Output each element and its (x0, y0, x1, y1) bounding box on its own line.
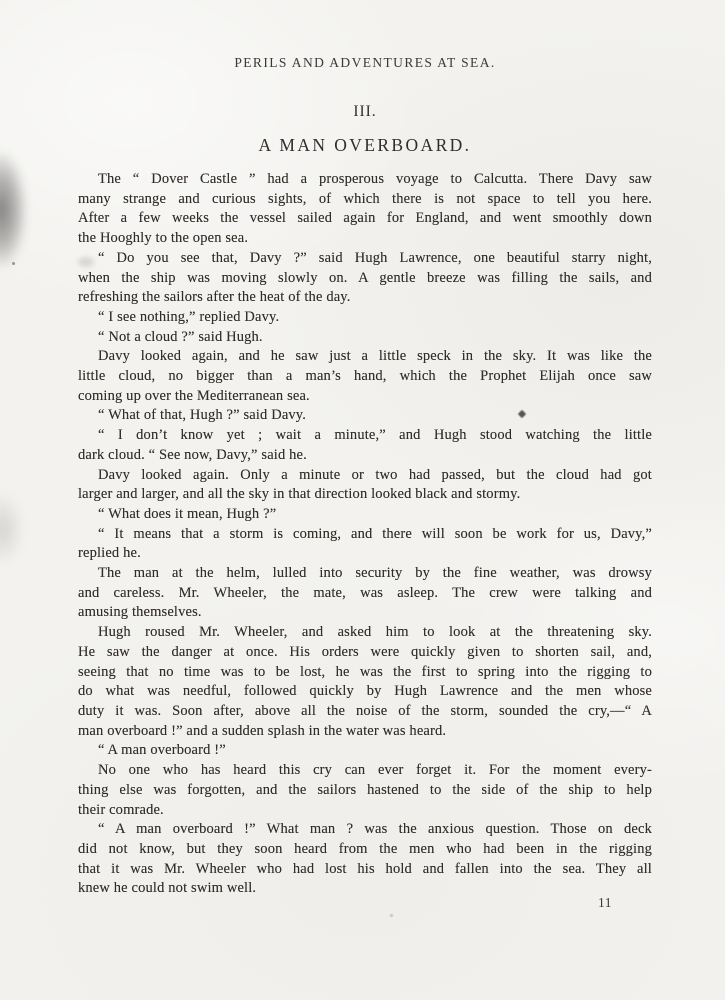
text-line: “ I see nothing,” replied Davy. (98, 308, 280, 325)
text-line: replied he. (78, 545, 141, 562)
text-line: and careless. Mr. Wheeler, the mate, was asleep. The crew were talking and (78, 584, 652, 601)
paragraph (78, 347, 652, 406)
running-header: PERILS AND ADVENTURES AT SEA. (234, 55, 496, 70)
text-line: He saw the danger at once. His orders were quickly given to shorten sail, and, (78, 643, 652, 660)
text-line: “ Not a cloud ?” said Hugh. (98, 328, 263, 345)
scan-smudge-left-mid (0, 492, 24, 566)
text-line: do what was needful, followed quickly by Hugh Lawrence and the men whose (78, 683, 652, 700)
text-line: Hugh roused Mr. Wheeler, and asked him to look at the threatening sky. (98, 624, 652, 641)
text-line: Davy looked again. Only a minute or two had passed, but the cloud had got (98, 466, 652, 483)
chapter-number: III. (353, 103, 377, 120)
text-line: many strange and curious sights, of which there is not space to tell you here. (78, 190, 652, 207)
text-line: amusing themselves. (78, 604, 202, 621)
paragraph (78, 623, 652, 741)
text-line: seeing that no time was to be lost, he was the first to spring into the rigging to (78, 663, 652, 680)
text-line: knew he could not swim well. (78, 880, 257, 897)
paragraph (78, 308, 652, 328)
page-number: 11 (598, 895, 612, 910)
text-line: larger and larger, and all the sky in that direction looked black and stormy. (78, 486, 521, 503)
paragraph (78, 170, 652, 249)
text-line: when the ship was moving slowly on. A gentle breeze was filling the sails, and (78, 269, 652, 286)
text-line: “ I don’t know yet ; wait a minute,” and Hugh stood watching the little (98, 427, 652, 444)
text-line: duty it was. Soon after, above all the noise of the storm, sounded the cry,—“ A (78, 702, 652, 719)
text-line: After a few weeks the vessel sailed again for England, and went smoothly down (78, 210, 652, 227)
paragraph (78, 426, 652, 465)
text-line: The “ Dover Castle ” had a prosperous voyage to Calcutta. There Davy saw (98, 171, 652, 187)
paragraph (78, 741, 652, 761)
text-line: man overboard !” and a sudden splash in the water was heard. (78, 722, 447, 739)
paragraph (78, 406, 652, 426)
text-line: “ A man overboard !” What man ? was the anxious question. Those on deck (98, 821, 652, 838)
text-line: did not know, but they soon heard from the men who had been in the rigging (78, 840, 652, 857)
text-line: “ Do you see that, Davy ?” said Hugh Lawrence, one beautiful starry night, (98, 249, 652, 266)
scan-smudge-top-left (0, 150, 28, 270)
text-line: thing else was forgotten, and the sailors hastened to the side of the ship to help (78, 781, 652, 798)
chapter-title: A MAN OVERBOARD. (258, 135, 472, 155)
paragraph (78, 466, 652, 505)
paragraph (78, 820, 652, 899)
paragraph (78, 505, 652, 525)
text-line: The man at the helm, lulled into security by the fine weather, was drowsy (98, 565, 652, 582)
paragraph (78, 328, 652, 348)
text-line: “ What does it mean, Hugh ?” (98, 505, 277, 522)
body-text (78, 170, 652, 899)
text-line: refreshing the sailors after the heat of the day. (78, 289, 351, 306)
text-line: No one who has heard this cry can ever forget it. For the moment every- (98, 762, 652, 779)
ink-speck-small-2 (390, 914, 393, 917)
paragraph (78, 564, 652, 623)
text-line: coming up over the Mediterranean sea. (78, 387, 310, 404)
text-line: “ It means that a storm is coming, and there will soon be work for us, Davy,” (98, 525, 652, 542)
text-line: their comrade. (78, 801, 164, 818)
text-line: Davy looked again, and he saw just a little speck in the sky. It was like the (98, 348, 652, 365)
text-line: that it was Mr. Wheeler who had lost his hold and fallen into the sea. They all (78, 860, 652, 877)
text-line: little cloud, no bigger than a man’s hand, which the Prophet Elijah once saw (78, 368, 652, 385)
paragraph (78, 525, 652, 564)
text-line: the Hooghly to the open sea. (78, 230, 249, 247)
paragraph (78, 761, 652, 820)
paragraph (78, 249, 652, 308)
text-line: “ What of that, Hugh ?” said Davy. (98, 407, 307, 424)
ink-speck-small-1 (12, 262, 15, 265)
text-line: “ A man overboard !” (98, 742, 226, 759)
text-line: dark cloud. “ See now, Davy,” said he. (78, 446, 307, 463)
